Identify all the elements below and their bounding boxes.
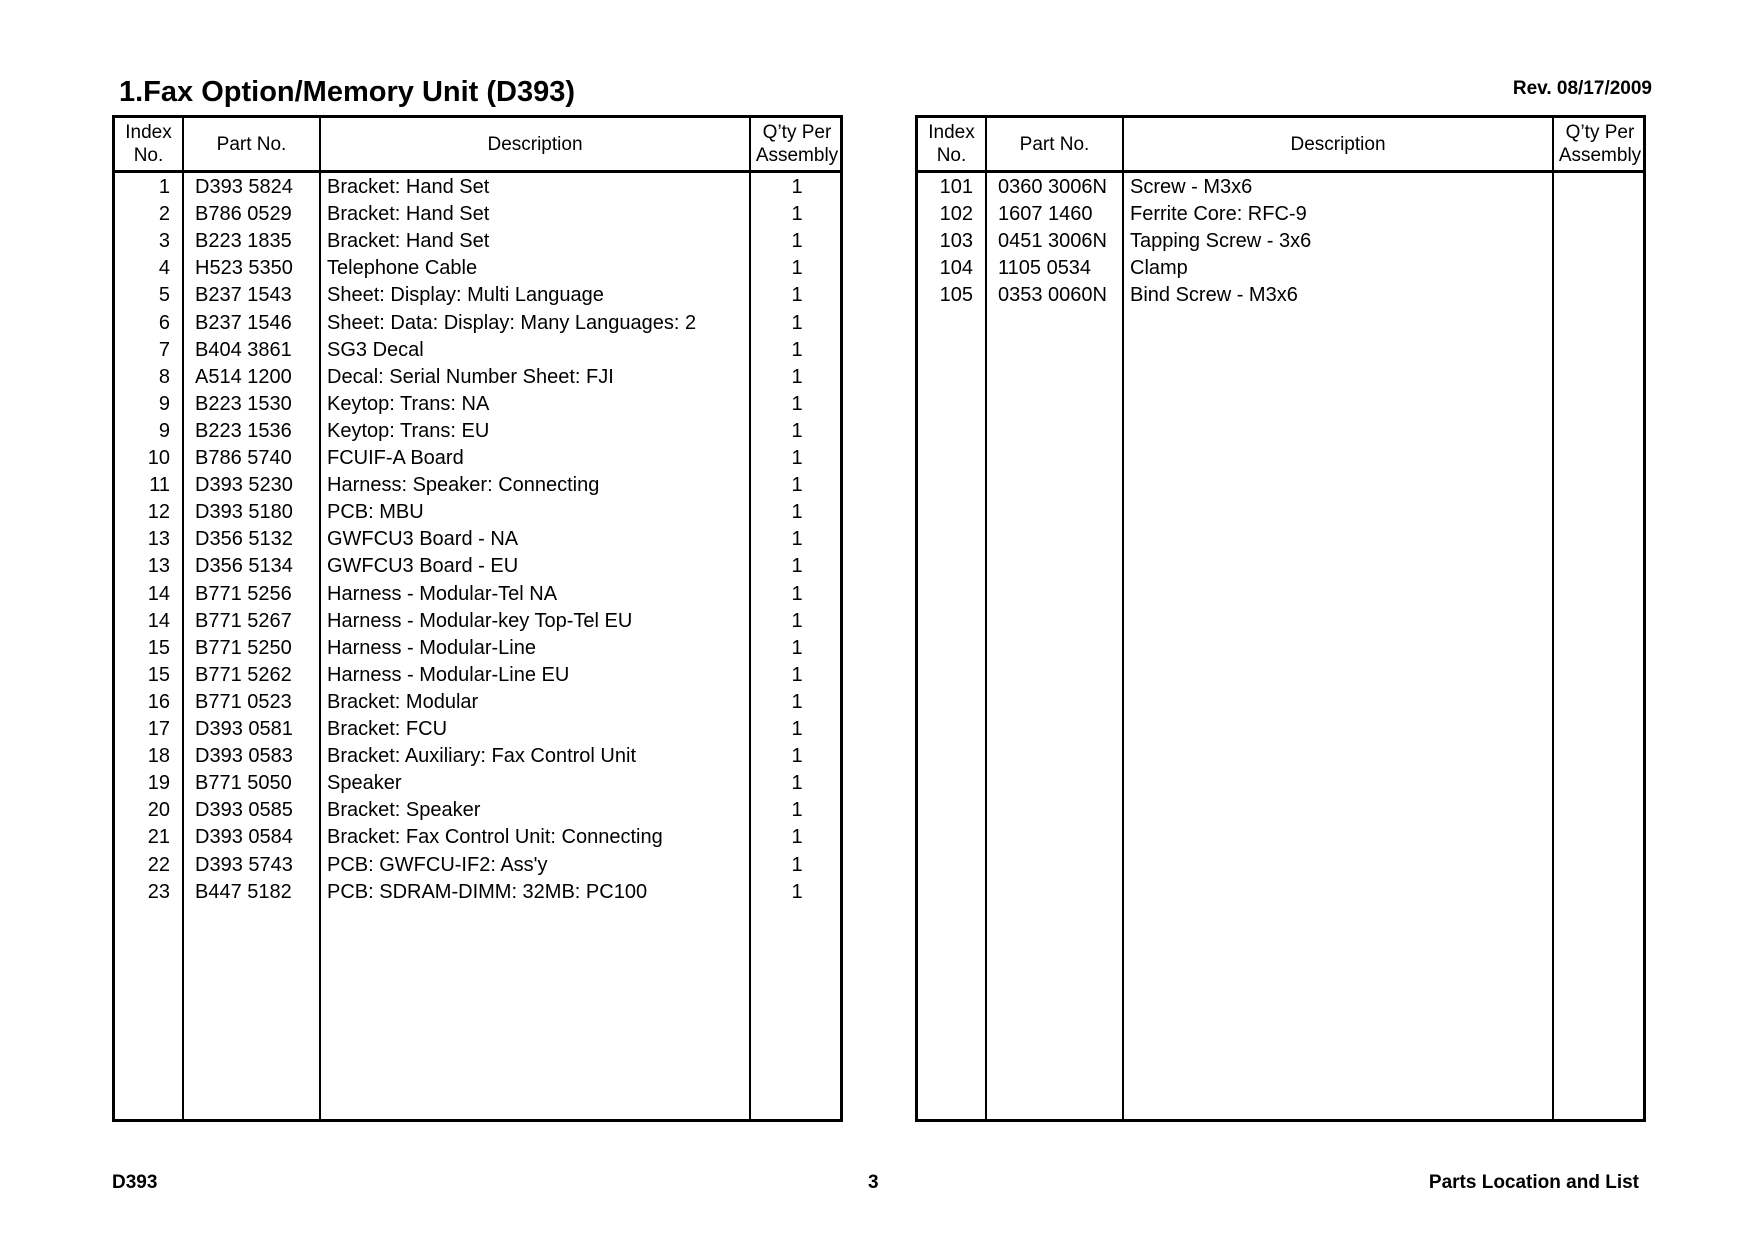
part-number-cell: D393 0584 <box>195 826 293 849</box>
quantity-cell: 1 <box>791 799 803 822</box>
quantity-cell: 1 <box>791 284 803 307</box>
description-cell: Harness - Modular-Line EU <box>327 663 570 686</box>
description-cell: Bracket: Modular <box>327 690 479 713</box>
description-cell: GWFCU3 Board - NA <box>327 528 519 551</box>
description-cell: GWFCU3 Board - EU <box>327 555 519 578</box>
description-cell: Keytop: Trans: EU <box>327 419 490 442</box>
description-cell: Harness: Speaker: Connecting <box>327 474 600 497</box>
quantity-cell: 1 <box>791 853 803 876</box>
index-cell: 9 <box>158 392 170 415</box>
quantity-cell: 1 <box>791 419 803 442</box>
index-cell: 22 <box>147 853 170 876</box>
part-number-cell: D356 5132 <box>195 528 293 551</box>
table-row <box>115 716 840 743</box>
index-cell: 14 <box>147 609 170 632</box>
quantity-cell: 1 <box>791 609 803 632</box>
part-number-cell: B223 1530 <box>195 392 292 415</box>
description-cell: Clamp <box>1130 257 1188 280</box>
description-cell: Bind Screw - M3x6 <box>1130 284 1298 307</box>
part-number-cell: B771 0523 <box>195 690 292 713</box>
quantity-cell: 1 <box>791 826 803 849</box>
part-number-cell: B237 1543 <box>195 284 292 307</box>
index-cell: 21 <box>147 826 170 849</box>
description-cell: Keytop: Trans: NA <box>327 392 490 415</box>
table-row <box>115 852 840 879</box>
header-divider <box>115 170 840 173</box>
footer-model: D393 <box>112 1172 158 1193</box>
index-cell: 105 <box>939 284 973 307</box>
description-cell: Harness - Modular-Line <box>327 636 536 659</box>
table-row <box>918 228 1643 255</box>
quantity-cell: 1 <box>791 636 803 659</box>
part-number-cell: H523 5350 <box>195 257 293 280</box>
footer-page-number: 3 <box>868 1172 879 1193</box>
index-cell: 104 <box>939 257 973 280</box>
header-index: Index No. <box>928 122 975 166</box>
description-cell: Telephone Cable <box>327 257 478 280</box>
quantity-cell: 1 <box>791 582 803 605</box>
description-cell: PCB: GWFCU-IF2: Ass'y <box>327 853 548 876</box>
description-cell: Harness - Modular-key Top-Tel EU <box>327 609 633 632</box>
table-row <box>115 743 840 770</box>
index-cell: 13 <box>147 555 170 578</box>
table-row <box>115 201 840 228</box>
description-cell: PCB: MBU <box>327 501 424 524</box>
table-row <box>115 770 840 797</box>
description-cell: Bracket: Hand Set <box>327 230 490 253</box>
description-cell: Sheet: Display: Multi Language <box>327 284 604 307</box>
index-cell: 3 <box>158 230 170 253</box>
part-number-cell: B223 1835 <box>195 230 292 253</box>
description-cell: Sheet: Data: Display: Many Languages: 2 <box>327 311 697 334</box>
index-cell: 5 <box>158 284 170 307</box>
table-row <box>115 553 840 580</box>
table-row <box>918 282 1643 309</box>
index-cell: 20 <box>147 799 170 822</box>
description-cell: PCB: SDRAM-DIMM: 32MB: PC100 <box>327 880 648 903</box>
index-cell: 23 <box>147 880 170 903</box>
index-cell: 18 <box>147 745 170 768</box>
index-cell: 14 <box>147 582 170 605</box>
index-cell: 2 <box>158 203 170 226</box>
table-row <box>918 174 1643 201</box>
part-number-cell: A514 1200 <box>195 365 292 388</box>
table-row <box>115 418 840 445</box>
table-row <box>115 255 840 282</box>
table-row <box>115 635 840 662</box>
header-qty: Q’ty Per Assembly <box>1558 122 1642 166</box>
description-cell: Screw - M3x6 <box>1130 176 1253 198</box>
part-number-cell: B237 1546 <box>195 311 292 334</box>
description-cell: SG3 Decal <box>327 338 424 361</box>
quantity-cell: 1 <box>791 392 803 415</box>
table-row <box>918 201 1643 228</box>
part-number-cell: 1105 0534 <box>998 257 1092 280</box>
part-number-cell: D393 5230 <box>195 474 293 497</box>
index-cell: 102 <box>939 203 973 226</box>
quantity-cell: 1 <box>791 663 803 686</box>
quantity-cell: 1 <box>791 447 803 469</box>
description-cell: Ferrite Core: RFC-9 <box>1130 203 1307 226</box>
description-cell: Bracket: Hand Set <box>327 176 490 198</box>
part-number-cell: D393 5743 <box>195 853 293 876</box>
part-number-cell: B223 1536 <box>195 419 292 442</box>
header-divider <box>918 170 1643 173</box>
part-number-cell: B771 5267 <box>195 609 292 632</box>
index-cell: 103 <box>939 230 973 253</box>
table-row <box>115 282 840 309</box>
header-part-no: Part No. <box>216 133 287 155</box>
table-row <box>918 255 1643 282</box>
header-description: Description <box>1290 133 1386 155</box>
header-qty: Q’ty Per Assembly <box>755 122 839 166</box>
quantity-cell: 1 <box>791 176 803 198</box>
description-cell: Bracket: Hand Set <box>327 203 490 226</box>
table-row <box>115 662 840 689</box>
table-row <box>115 689 840 716</box>
index-cell: 16 <box>147 690 170 713</box>
index-cell: 9 <box>158 419 170 442</box>
table-row <box>115 174 840 201</box>
description-cell: Harness - Modular-Tel NA <box>327 582 558 605</box>
parts-table-left <box>112 115 843 1122</box>
part-number-cell: D393 0585 <box>195 799 293 822</box>
part-number-cell: B786 5740 <box>195 447 292 469</box>
description-cell: Speaker <box>327 772 402 795</box>
table-row <box>115 337 840 364</box>
quantity-cell: 1 <box>791 203 803 226</box>
quantity-cell: 1 <box>791 474 803 497</box>
revision-date: Rev. 08/17/2009 <box>1512 78 1652 99</box>
index-cell: 11 <box>149 474 170 497</box>
table-row <box>115 797 840 824</box>
part-number-cell: B404 3861 <box>195 338 292 361</box>
quantity-cell: 1 <box>791 690 803 713</box>
index-cell: 1 <box>158 176 170 198</box>
part-number-cell: 1607 1460 <box>998 203 1093 226</box>
part-number-cell: B771 5250 <box>195 636 292 659</box>
quantity-cell: 1 <box>791 311 803 334</box>
part-number-cell: B447 5182 <box>195 880 292 903</box>
index-cell: 15 <box>147 663 170 686</box>
quantity-cell: 1 <box>791 257 803 280</box>
table-row <box>115 526 840 553</box>
header-index: Index No. <box>125 122 172 166</box>
part-number-cell: B771 5262 <box>195 663 292 686</box>
table-row <box>115 581 840 608</box>
quantity-cell: 1 <box>791 338 803 361</box>
index-cell: 7 <box>158 338 170 361</box>
table-row <box>115 310 840 337</box>
page-title: 1.Fax Option/Memory Unit (D393) <box>119 76 576 108</box>
part-number-cell: 0353 0060N <box>998 284 1107 307</box>
table-row <box>115 364 840 391</box>
index-cell: 10 <box>147 447 170 469</box>
index-cell: 15 <box>147 636 170 659</box>
table-row <box>115 228 840 255</box>
index-cell: 17 <box>147 718 170 740</box>
table-row <box>115 824 840 851</box>
parts-table-right <box>915 115 1646 1122</box>
part-number-cell: B786 0529 <box>195 203 292 226</box>
part-number-cell: D393 5824 <box>195 176 293 198</box>
header-description: Description <box>487 133 583 155</box>
index-cell: 8 <box>158 365 170 388</box>
index-cell: 6 <box>158 311 170 334</box>
index-cell: 4 <box>158 257 170 280</box>
quantity-cell: 1 <box>791 365 803 388</box>
description-cell: Bracket: Fax Control Unit: Connecting <box>327 826 663 849</box>
part-number-cell: D393 0581 <box>195 718 293 740</box>
part-number-cell: D393 5180 <box>195 501 293 524</box>
part-number-cell: D393 0583 <box>195 745 293 768</box>
description-cell: Bracket: Auxiliary: Fax Control Unit <box>327 745 636 768</box>
quantity-cell: 1 <box>791 718 803 740</box>
index-cell: 19 <box>147 772 170 795</box>
index-cell: 12 <box>147 501 170 524</box>
description-cell: FCUIF-A Board <box>327 447 464 469</box>
table-row <box>115 391 840 418</box>
description-cell: Bracket: FCU <box>327 718 448 740</box>
description-cell: Bracket: Speaker <box>327 799 481 822</box>
index-cell: 13 <box>147 528 170 551</box>
footer-section-title: Parts Location and List <box>1428 1172 1639 1193</box>
part-number-cell: B771 5050 <box>195 772 292 795</box>
quantity-cell: 1 <box>791 772 803 795</box>
table-row <box>115 879 840 906</box>
description-cell: Tapping Screw - 3x6 <box>1130 230 1312 253</box>
index-cell: 101 <box>939 176 973 198</box>
description-cell: Decal: Serial Number Sheet: FJI <box>327 365 614 388</box>
part-number-cell: D356 5134 <box>195 555 293 578</box>
quantity-cell: 1 <box>791 230 803 253</box>
quantity-cell: 1 <box>791 880 803 903</box>
part-number-cell: 0360 3006N <box>998 176 1107 198</box>
quantity-cell: 1 <box>791 555 803 578</box>
header-part-no: Part No. <box>1019 133 1090 155</box>
quantity-cell: 1 <box>791 528 803 551</box>
table-row <box>115 608 840 635</box>
quantity-cell: 1 <box>791 745 803 768</box>
table-row <box>115 445 840 472</box>
table-row <box>115 499 840 526</box>
part-number-cell: B771 5256 <box>195 582 292 605</box>
quantity-cell: 1 <box>791 501 803 524</box>
table-row <box>115 472 840 499</box>
part-number-cell: 0451 3006N <box>998 230 1107 253</box>
